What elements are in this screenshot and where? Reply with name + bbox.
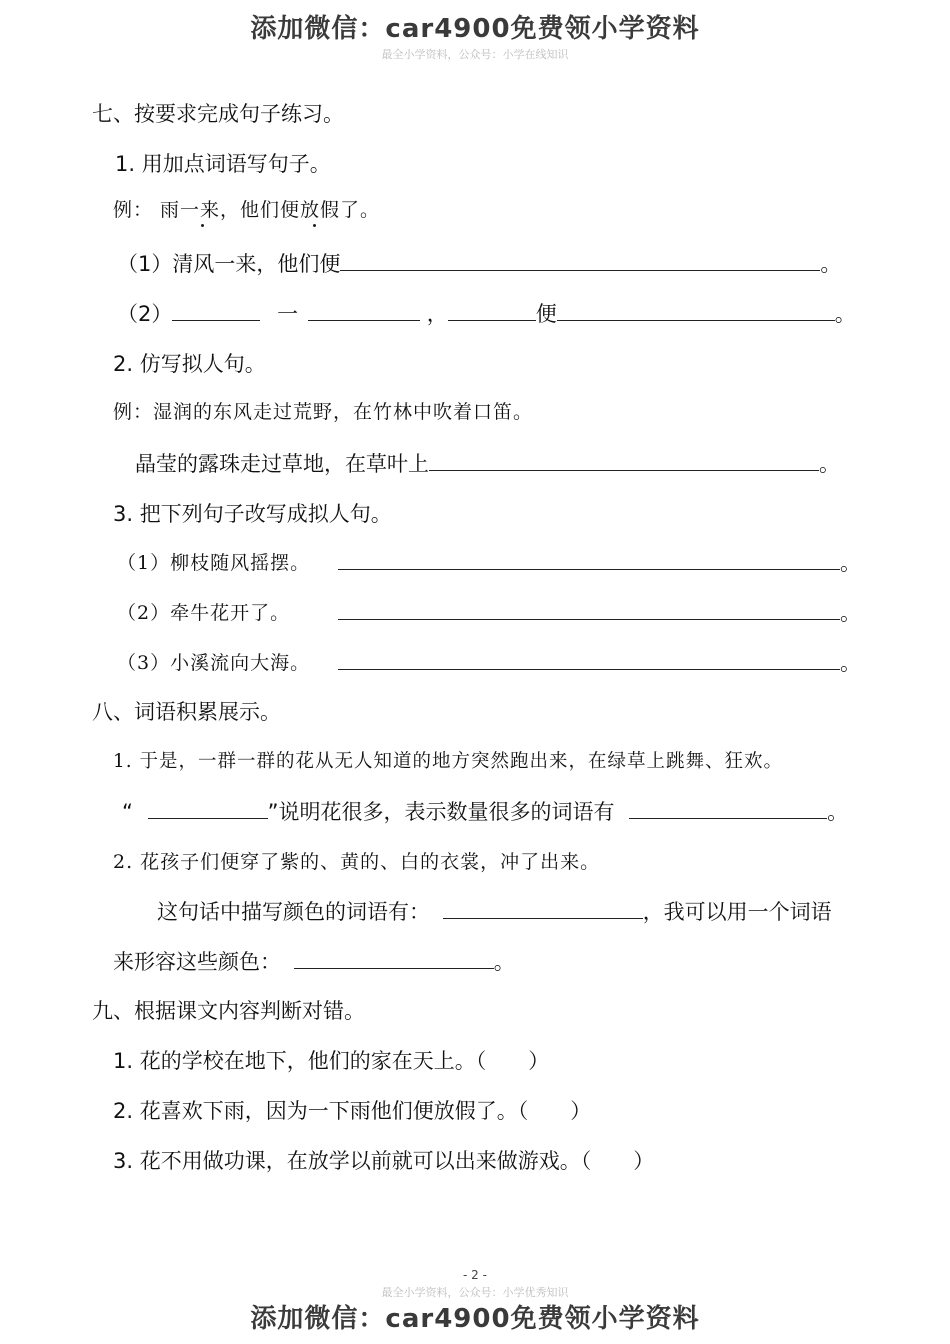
answer-blank[interactable] (629, 800, 827, 819)
period: 。 (819, 452, 840, 476)
q2-title: 2. 仿写拟人句。 (113, 352, 266, 376)
emphasis-dot (313, 224, 316, 227)
word-yi: 一 (277, 302, 299, 326)
emphasis-dot (201, 224, 204, 227)
q1-title: 1. 用加点词语写句子。 (115, 152, 331, 176)
s8-q1-text: 1. 于是，一群一群的花从无人知道的地方突然跑出来，在绿草上跳舞、狂欢。 (113, 751, 784, 772)
answer-blank[interactable] (448, 302, 536, 321)
answer-blank[interactable] (172, 302, 260, 321)
q1-item1-text: （1）清风一来，他们便 (117, 252, 341, 276)
period: 。 (493, 950, 515, 974)
q1-item2-prefix: （2） (117, 302, 173, 326)
answer-blank[interactable] (338, 551, 840, 570)
period: 。 (840, 651, 861, 675)
s9-item: 3. 花不用做功课，在放学以前就可以出来做游戏。（ ） (113, 1149, 655, 1173)
period: 。 (840, 551, 861, 575)
s8-q2-line2-text: 来形容这些颜色： (113, 950, 281, 974)
word-bian: 便 (535, 302, 557, 326)
s9-item: 2. 花喜欢下雨，因为一下雨他们便放假了。（ ） (113, 1099, 592, 1123)
q3-title: 3. 把下列句子改写成拟人句。 (113, 502, 392, 526)
period: 。 (820, 252, 842, 276)
section8-title: 八、词语积累展示。 (92, 700, 281, 724)
quote-open: “ (122, 800, 133, 824)
q2-example: 例：湿润的东风走过荒野，在竹林中吹着口笛。 (113, 401, 534, 423)
answer-blank[interactable] (338, 601, 840, 620)
q1-item2 (117, 300, 856, 328)
period: 。 (840, 601, 861, 625)
q3-item: （3）小溪流向大海。 (117, 652, 311, 674)
s8-q2-line1b: ，我可以用一个词语 (642, 900, 832, 924)
q2-prompt-text: 晶莹的露珠走过草地，在草叶上 (135, 452, 429, 476)
answer-blank[interactable] (148, 800, 268, 819)
section7-title: 七、按要求完成句子练习。 (92, 102, 344, 126)
footer-note: 最全小学资料，公众号：小学优秀知识 (381, 1286, 569, 1299)
q3-item-blank-row (338, 649, 861, 677)
period: 。 (834, 302, 856, 326)
answer-blank[interactable] (557, 302, 835, 321)
s8-q1-answer (122, 798, 848, 826)
s8-q1-mid: ”说明花很多，表示数量很多的词语有 (267, 800, 615, 824)
s8-q2-line1a: 这句话中描写颜色的词语有： (157, 900, 430, 924)
comma: ， (426, 302, 448, 326)
watermark-top: 添加微信：car4900免费领小学资料 (250, 14, 700, 44)
q3-item: （1）柳枝随风摇摆。 (117, 552, 311, 574)
s9-item: 1. 花的学校在地下，他们的家在天上。（ ） (113, 1049, 550, 1073)
answer-blank[interactable] (443, 900, 643, 919)
answer-blank[interactable] (340, 252, 820, 271)
answer-blank[interactable] (294, 950, 494, 969)
page-number: - 2 - (463, 1268, 487, 1282)
watermark-bottom: 添加微信：car4900免费领小学资料 (250, 1304, 700, 1334)
q1-example: 例： 雨一来，他们便放假了。 (113, 199, 381, 221)
period: 。 (827, 800, 849, 824)
section9-title: 九、根据课文内容判断对错。 (92, 999, 365, 1023)
q3-item: （2）牵牛花开了。 (117, 602, 291, 624)
s8-q2-line2 (113, 948, 515, 976)
q3-item-blank-row (338, 599, 861, 627)
q2-prompt (135, 450, 840, 478)
q3-item-blank-row (338, 549, 861, 577)
answer-blank[interactable] (308, 302, 420, 321)
s8-q2-text: 2. 花孩子们便穿了紫的、黄的、白的衣裳，冲了出来。 (113, 851, 601, 873)
header-note: 最全小学资料，公众号：小学在线知识 (381, 48, 569, 61)
q1-item1 (117, 250, 841, 278)
s8-q2-line1 (157, 898, 832, 926)
answer-blank[interactable] (429, 452, 819, 471)
answer-blank[interactable] (338, 651, 840, 670)
